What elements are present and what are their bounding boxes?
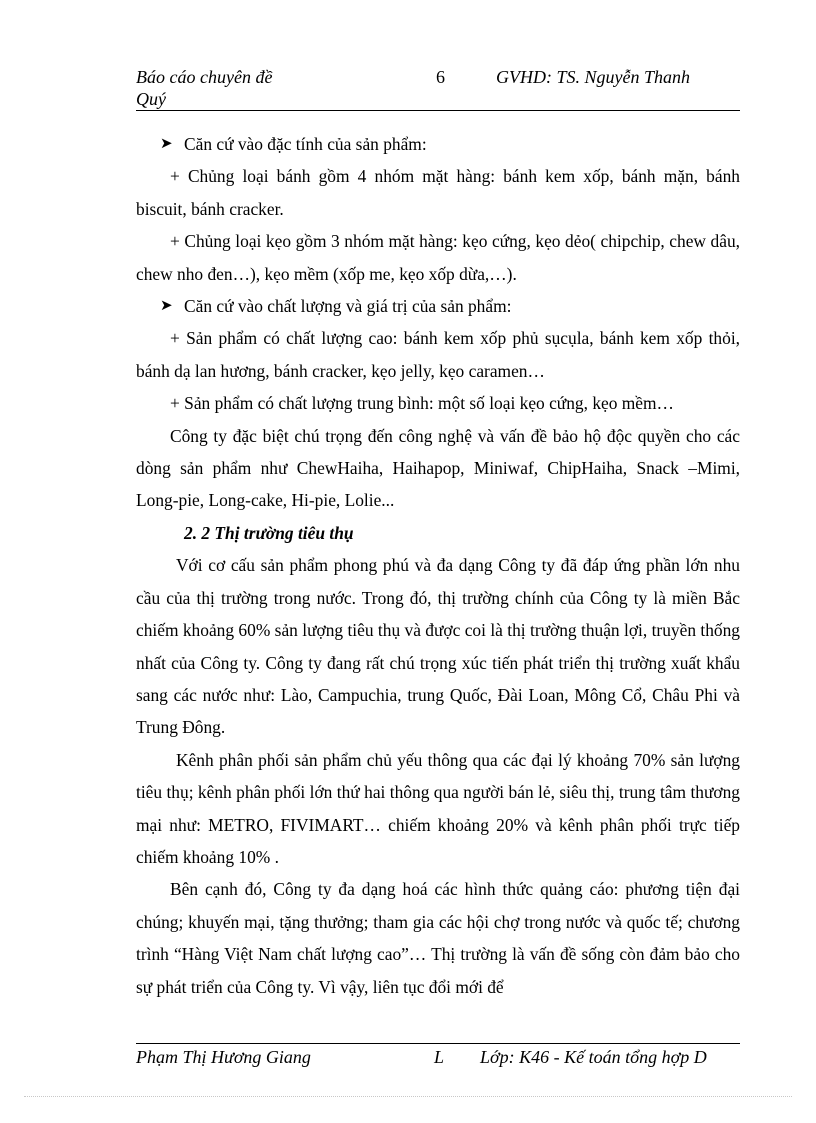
bullet-item: [136, 290, 740, 322]
paragraph: + Chủng loại bánh gồm 4 nhóm mặt hàng: bánh kem xốp, bánh mặn, bánh biscuit, bánh cracker.: [136, 166, 740, 219]
bullet-text: Căn cứ vào chất lượng và giá trị của sản phẩm:: [184, 296, 512, 317]
page-bottom-border: [24, 1096, 792, 1097]
header-supervisor-wrap: Quý: [136, 89, 166, 109]
paragraph: Công ty đặc biệt chú trọng đến công nghệ và vấn đề bảo hộ độc quyền cho các dòng sản phẩm như ChewHaiha, Haihapop, Miniwaf, ChipHaiha, Snack –Mimi, Long-pie, Long-cake, Hi-pie, Lolie...: [136, 425, 740, 511]
bullet-text: Căn cứ vào đặc tính của sản phẩm:: [184, 134, 427, 154]
paragraph: + Sản phẩm có chất lượng trung bình: một số loại kẹo cứng, kẹo mềm…: [170, 393, 674, 414]
paragraph: + Sản phẩm có chất lượng cao: bánh kem xốp phủ sụcụla, bánh kem xốp thỏi, bánh dạ lan hương, bánh cracker, kẹo jelly, kẹo caramen…: [136, 328, 740, 381]
paragraph: Kênh phân phối sản phẩm chủ yếu thông qua các đại lý khoảng 70% sản lượng tiêu thụ; kênh phân phối lớn thứ hai thông qua người bán lẻ, siêu thị, trung tâm thương mại như: METRO, FIVIMART… chiếm khoảng 20% và kênh phân phối trực tiếp chiếm khoảng 10% .: [136, 749, 740, 867]
header-rule: [136, 110, 740, 111]
footer-author: Phạm Thị Hương Giang: [136, 1047, 311, 1067]
section-heading: 2. 2 Thị trường tiêu thụ: [184, 522, 354, 543]
header-supervisor: GVHD: TS. Nguyễn Thanh: [496, 67, 690, 87]
header-report-title: Báo cáo chuyên đề: [136, 67, 273, 87]
footer-class: Lớp: K46 - Kế toán tổng hợp D: [480, 1047, 707, 1067]
bullet-item: [136, 128, 740, 160]
footer-rule: [136, 1043, 740, 1044]
arrowhead-bullet-icon: ➤: [160, 298, 173, 315]
paragraph: Với cơ cấu sản phẩm phong phú và đa dạng Công ty đã đáp ứng phần lớn nhu cầu của thị trường trong nước. Trong đó, thị trường chính của Công ty là miền Bắc chiếm khoảng 60% sản lượng tiêu thụ và được coi là thị trường thuận lợi, truyền thống nhất của Công ty. Công ty đang rất chú trọng xúc tiến phát triển thị trường xuất khẩu sang các nước như: Lào, Campuchia, trung Quốc, Đài Loan, Mông Cổ, Châu Phi và Trung Đông.: [136, 555, 740, 738]
paragraph: + Chủng loại kẹo gồm 3 nhóm mặt hàng: kẹo cứng, kẹo dẻo( chipchip, chew dâu, chew nho đen…), kẹo mềm (xốp me, kẹo xốp dừa,…).: [136, 231, 740, 284]
page-footer: [136, 1046, 740, 1068]
footer-mark: L: [434, 1047, 445, 1067]
header-page-number: 6: [436, 67, 445, 87]
document-body: [136, 128, 740, 1003]
page-header: [136, 66, 740, 110]
paragraph: Bên cạnh đó, Công ty đa dạng hoá các hình thức quảng cáo: phương tiện đại chúng; khuyến mại, tặng thưởng; tham gia các hội chợ trong nước và quốc tế; chương trình “Hàng Việt Nam chất lượng cao”… Thị trường là vấn đề sống còn đảm bảo cho sự phát triển của Công ty. Vì vậy, liên tục đổi mới để: [136, 879, 740, 997]
arrowhead-bullet-icon: ➤: [160, 136, 173, 152]
